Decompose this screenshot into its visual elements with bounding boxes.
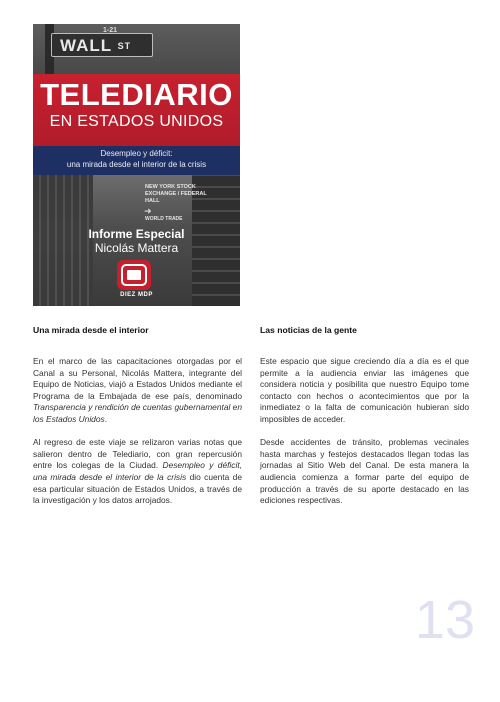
cover-author: Nicolás Mattera <box>94 241 179 255</box>
left-p1-text-a: En el marco de las capacitaciones otorgadas por el Canal a su Personal, Nicolás Mattera, integrante del Equipo de Noticias, viajó a Estados Unidos mediante el Programa de la Embajada de ese país, denominado <box>33 356 242 401</box>
cover-title: TELEDIARIO <box>40 77 233 112</box>
right-column <box>260 325 469 518</box>
right-heading: Las noticias de la gente <box>260 325 357 335</box>
right-paragraph-2: Desde accidentes de tránsito, problemas vecinales hasta marchas y festejos destacados llegan todas las jornadas al Sitio Web del Canal. De esta manera la audiencia comienza a formar parte del equipo de producción a través de su aporte destacado en las ediciones respectivas. <box>260 437 469 506</box>
street-sign-text: WALL <box>60 36 112 55</box>
street-sign-suffix: ST <box>117 41 132 51</box>
left-p1-text-b: . <box>104 413 108 424</box>
world-trade-sign: WORLD TRADE <box>145 216 183 222</box>
logo-text: DIEZ MDP <box>120 292 153 298</box>
cover-title-sub: EN ESTADOS UNIDOS <box>49 113 224 130</box>
informe-label: Informe Especial <box>88 227 185 241</box>
left-p1-emphasis: Transparencia y rendición de cuentas gubernamental en los Estados Unidos <box>33 402 242 424</box>
left-column <box>33 325 242 518</box>
arrow-icon: ➜ <box>144 206 152 216</box>
cover-image <box>33 24 240 306</box>
page-number: 13 <box>414 590 475 650</box>
left-p2-text-a: Al regreso de este viaje se relizaron varias notas que salieron dentro de Telediario, con gran repercusión entre los colegas de la Ciudad. <box>33 437 242 471</box>
right-paragraph-1: Este espacio que sigue creciendo día a día es el que permite a la audiencia enviar las imágenes que considera noticia y posibilita que nuestro Equipo tome contacto con hechos o acontecimientos que por la inmediatez o la falta de comunicación hubieran sido imposibles de acceder. <box>260 356 469 424</box>
nyse-sign: NEW YORK STOCK EXCHANGE / FEDERAL HALL <box>145 184 207 204</box>
wall-street-sign <box>51 33 153 57</box>
street-sign-number: 1-21 <box>103 27 118 34</box>
cover-subtitle-line2: una mirada desde el interior de la crisis <box>66 160 207 169</box>
cover-subtitle-line1: Desempleo y déficit: <box>100 149 173 158</box>
channel-logo-icon <box>117 260 151 290</box>
left-p2-emphasis: Desempleo y déficit, una mirada desde el interior de la crisis <box>33 460 242 482</box>
left-p2-text-b: dio cuenta de esa particular situación de Estados Unidos, a través de la investigación y los datos arrojados. <box>33 471 242 506</box>
cover-subtitle <box>33 148 240 170</box>
left-paragraph-2 <box>33 437 242 507</box>
left-heading: Una mirada desde el interior <box>33 325 149 335</box>
left-paragraph-1 <box>33 356 242 426</box>
